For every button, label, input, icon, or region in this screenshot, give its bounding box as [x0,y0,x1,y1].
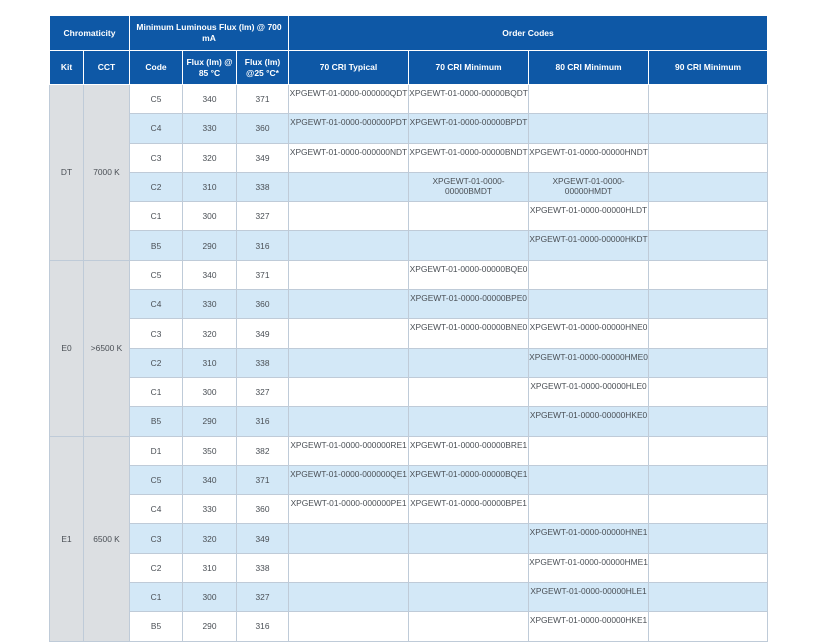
kit-cell: E0 [50,260,84,436]
table-row [50,465,768,494]
cri70-typical-cell [289,524,409,553]
flux-85-cell: 320 [183,319,237,348]
cri70-typical-cell [289,114,409,143]
flux-85-cell: 330 [183,495,237,524]
order-code: XPGEWT-01-0000-000000PE1 [290,498,407,509]
code-cell-bin: C4 [130,114,183,143]
cri90-minimum-cell [649,319,768,348]
flux-25-cell: 349 [237,319,289,348]
order-code: XPGEWT-01-0000-000000RE1 [290,439,407,450]
cri70-minimum-cell [409,114,529,143]
flux-25-cell: 338 [237,553,289,582]
order-code: XPGEWT-01-0000-00000BRE1 [409,439,528,450]
kit-cell: E1 [50,436,84,641]
cri80-minimum-cell [529,553,649,582]
cri80-minimum-cell [529,524,649,553]
flux-25-cell: 360 [237,495,289,524]
cri80-minimum-cell [529,612,649,641]
cri70-minimum-cell [409,495,529,524]
cri70-minimum-cell [409,231,529,260]
order-code: XPGEWT-01-0000-00000HKE0 [529,410,648,421]
table-row [50,436,768,465]
order-code: XPGEWT-01-0000-00000BMDT [432,175,505,196]
cri70-minimum-cell [409,436,529,465]
flux-25-cell: 371 [237,85,289,114]
order-code: XPGEWT-01-0000-00000HKDT [529,234,648,245]
cri90-minimum-cell [649,260,768,289]
cri70-minimum-cell [409,172,529,201]
flux-25-cell: 382 [237,436,289,465]
flux-85-cell: 320 [183,143,237,172]
table-row [50,612,768,641]
table-row [50,202,768,231]
cri90-minimum-cell [649,612,768,641]
order-code: XPGEWT-01-0000-00000BPE0 [410,293,527,304]
header-90cri-minimum: 90 CRI Minimum [649,51,768,85]
code-cell-bin: B5 [130,231,183,260]
cri80-minimum-cell [529,290,649,319]
flux-85-cell: 290 [183,612,237,641]
table-row [50,319,768,348]
flux-85-cell: 300 [183,583,237,612]
cri80-minimum-cell [529,377,649,406]
cri90-minimum-cell [649,524,768,553]
code-cell-bin: B5 [130,612,183,641]
flux-25-cell: 349 [237,524,289,553]
flux-85-cell: 300 [183,377,237,406]
cct-cell: 7000 K [84,85,130,261]
order-code: XPGEWT-01-0000-00000BQE0 [409,263,528,274]
cri80-minimum-cell [529,407,649,436]
flux-25-cell: 327 [237,583,289,612]
order-code: XPGEWT-01-0000-00000HNE1 [529,527,648,538]
cri90-minimum-cell [649,465,768,494]
code-cell-bin: B5 [130,407,183,436]
cri70-typical-cell [289,377,409,406]
flux-25-cell: 360 [237,114,289,143]
table-row [50,114,768,143]
flux-85-cell: 350 [183,436,237,465]
code-cell-bin: C2 [130,172,183,201]
cri70-minimum-cell [409,202,529,231]
table-row [50,85,768,114]
cri90-minimum-cell [649,114,768,143]
cri70-typical-cell [289,612,409,641]
cri90-minimum-cell [649,290,768,319]
flux-85-cell: 330 [183,114,237,143]
header-min-flux: Minimum Luminous Flux (lm) @ 700 mA [130,16,289,51]
code-cell-bin: C2 [130,553,183,582]
flux-25-cell: 349 [237,143,289,172]
cri70-minimum-cell [409,348,529,377]
flux-25-cell: 338 [237,348,289,377]
cri80-minimum-cell [529,260,649,289]
flux-85-cell: 340 [183,260,237,289]
table-row [50,407,768,436]
cri90-minimum-cell [649,85,768,114]
order-code: XPGEWT-01-0000-00000HMDT [552,175,625,196]
order-code: XPGEWT-01-0000-00000HKE1 [529,615,648,626]
flux-85-cell: 310 [183,172,237,201]
header-flux-85: Flux (lm) @ 85 °C [183,51,237,85]
cri90-minimum-cell [649,143,768,172]
code-cell-bin: C2 [130,348,183,377]
cri80-minimum-cell [529,172,649,201]
cri70-typical-cell [289,348,409,377]
code-cell-bin: C1 [130,377,183,406]
cri90-minimum-cell [649,202,768,231]
cri70-minimum-cell [409,260,529,289]
table-row [50,495,768,524]
table-row [50,524,768,553]
cri70-typical-cell [289,202,409,231]
flux-25-cell: 316 [237,612,289,641]
order-code: XPGEWT-01-0000-00000HME0 [529,351,648,362]
cri70-typical-cell [289,495,409,524]
header-flux-25: Flux (lm) @25 °C* [237,51,289,85]
flux-85-cell: 310 [183,348,237,377]
flux-25-cell: 338 [237,172,289,201]
cri70-typical-cell [289,85,409,114]
cri80-minimum-cell [529,319,649,348]
cri70-typical-cell [289,583,409,612]
order-code: XPGEWT-01-0000-00000BQE1 [409,468,528,479]
header-80cri-minimum: 80 CRI Minimum [529,51,649,85]
cri70-typical-cell [289,260,409,289]
cri70-minimum-cell [409,85,529,114]
cri70-minimum-cell [409,612,529,641]
cri80-minimum-cell [529,202,649,231]
code-cell-bin: C1 [130,583,183,612]
table-row [50,260,768,289]
order-code: XPGEWT-01-0000-00000HLDT [529,205,648,216]
code-cell-bin: D1 [130,436,183,465]
order-code: XPGEWT-01-0000-00000HME1 [529,556,648,567]
cct-cell: >6500 K [84,260,130,436]
table-row [50,172,768,201]
cri70-minimum-cell [409,143,529,172]
table-row [50,377,768,406]
cri90-minimum-cell [649,407,768,436]
header-kit: Kit [50,51,84,85]
cri70-typical-cell [289,407,409,436]
header-70cri-minimum: 70 CRI Minimum [409,51,529,85]
cri70-minimum-cell [409,524,529,553]
flux-85-cell: 290 [183,407,237,436]
cri80-minimum-cell [529,231,649,260]
code-cell-bin: C3 [130,319,183,348]
code-cell-bin: C3 [130,143,183,172]
kit-cell: DT [50,85,84,261]
header-70cri-typical: 70 CRI Typical [289,51,409,85]
flux-25-cell: 316 [237,231,289,260]
flux-25-cell: 371 [237,260,289,289]
header-code: Code [130,51,183,85]
flux-85-cell: 340 [183,465,237,494]
cri90-minimum-cell [649,583,768,612]
cri70-minimum-cell [409,319,529,348]
order-code: XPGEWT-01-0000-00000BNE0 [409,322,528,333]
cri80-minimum-cell [529,465,649,494]
order-code: XPGEWT-01-0000-00000BQDT [409,88,528,98]
cri90-minimum-cell [649,377,768,406]
table-row [50,553,768,582]
order-code: XPGEWT-01-0000-00000HLE0 [530,380,647,391]
code-cell-bin: C5 [130,260,183,289]
table-row [50,348,768,377]
cri90-minimum-cell [649,231,768,260]
cri90-minimum-cell [649,553,768,582]
cri70-typical-cell [289,172,409,201]
cri70-minimum-cell [409,377,529,406]
cri80-minimum-cell [529,143,649,172]
order-codes-table [49,15,768,642]
flux-85-cell: 290 [183,231,237,260]
cri80-minimum-cell [529,495,649,524]
cri70-typical-cell [289,436,409,465]
code-cell-bin: C3 [130,524,183,553]
flux-25-cell: 371 [237,465,289,494]
order-code: XPGEWT-01-0000-00000HLE1 [530,586,647,597]
table-row [50,290,768,319]
cri80-minimum-cell [529,583,649,612]
order-code: XPGEWT-01-0000-00000HNDT [529,146,648,157]
table-row [50,583,768,612]
cri70-typical-cell [289,553,409,582]
code-cell-bin: C4 [130,495,183,524]
cri80-minimum-cell [529,436,649,465]
flux-85-cell: 310 [183,553,237,582]
cct-cell: 6500 K [84,436,130,641]
table-row [50,231,768,260]
cri70-typical-cell [289,143,409,172]
cri80-minimum-cell [529,348,649,377]
cri80-minimum-cell [529,85,649,114]
cri80-minimum-cell [529,114,649,143]
table-body [50,85,768,642]
flux-85-cell: 300 [183,202,237,231]
cri90-minimum-cell [649,495,768,524]
order-code: XPGEWT-01-0000-00000BNDT [409,146,528,157]
code-cell-bin: C5 [130,85,183,114]
cri70-typical-cell [289,231,409,260]
order-code: XPGEWT-01-0000-00000BPE1 [410,498,527,509]
order-code: XPGEWT-01-0000-000000PDT [290,117,407,128]
cri90-minimum-cell [649,348,768,377]
cri70-typical-cell [289,465,409,494]
flux-85-cell: 330 [183,290,237,319]
header-order-codes: Order Codes [289,16,768,51]
flux-25-cell: 327 [237,202,289,231]
cri70-minimum-cell [409,290,529,319]
flux-85-cell: 320 [183,524,237,553]
order-code: XPGEWT-01-0000-00000BPDT [409,117,528,128]
table-row [50,143,768,172]
code-cell-bin: C1 [130,202,183,231]
order-code: XPGEWT-01-0000-000000QDT [289,88,408,98]
cri70-minimum-cell [409,583,529,612]
cri90-minimum-cell [649,436,768,465]
flux-25-cell: 327 [237,377,289,406]
header-cct: CCT [84,51,130,85]
order-code: XPGEWT-01-0000-000000QE1 [290,468,407,479]
header-chromaticity: Chromaticity [50,16,130,51]
code-cell-bin: C4 [130,290,183,319]
cri70-minimum-cell [409,465,529,494]
code-cell-bin: C5 [130,465,183,494]
cri70-typical-cell [289,319,409,348]
order-code: XPGEWT-01-0000-00000HNE0 [529,322,648,333]
flux-25-cell: 316 [237,407,289,436]
cri70-minimum-cell [409,553,529,582]
cri70-typical-cell [289,290,409,319]
cri90-minimum-cell [649,172,768,201]
flux-85-cell: 340 [183,85,237,114]
order-code: XPGEWT-01-0000-000000NDT [289,146,408,157]
flux-25-cell: 360 [237,290,289,319]
cri70-minimum-cell [409,407,529,436]
